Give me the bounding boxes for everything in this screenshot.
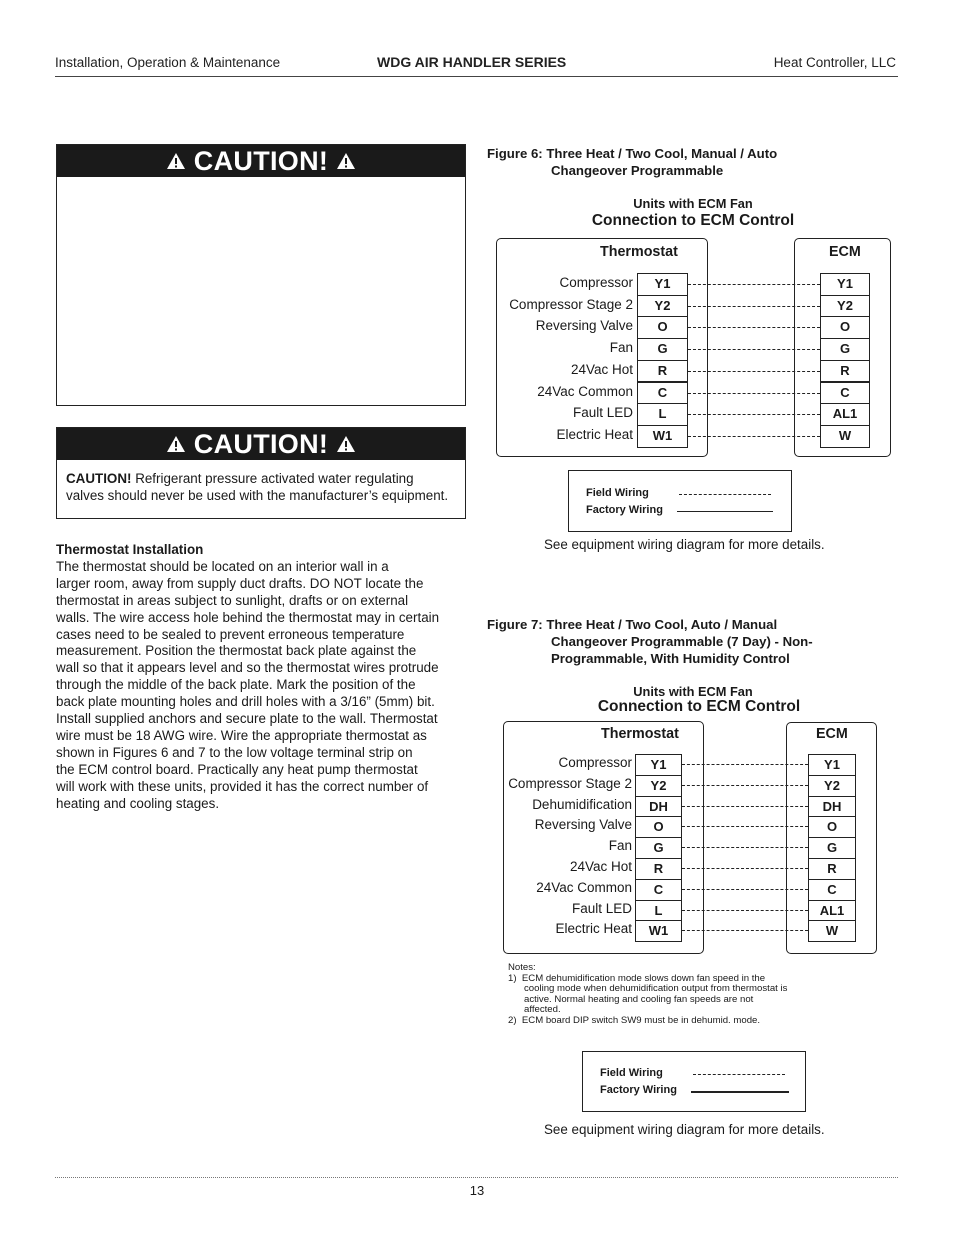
- ecm-terminal: W: [808, 920, 856, 942]
- figure6-subtitle-connection: Connection to ECM Control: [591, 212, 795, 229]
- figure7-subtitle-connection: Connection to ECM Control: [597, 698, 801, 715]
- paragraph-line: cases need to be sealed to prevent erroneous temperature: [56, 626, 405, 642]
- warning-triangle-icon: [336, 435, 356, 453]
- ecm-terminal: Y2: [808, 775, 856, 797]
- legend-factory-wiring-label: Factory Wiring: [586, 504, 663, 516]
- terminal-function-label: Fan: [608, 838, 632, 854]
- thermostat-terminal: Y1: [635, 754, 682, 776]
- caution-banner: [57, 145, 465, 177]
- thermostat-terminal: Y1: [637, 273, 688, 296]
- ecm-terminal: G: [820, 338, 870, 361]
- thermostat-installation-section: [56, 542, 476, 813]
- field-wire: [688, 414, 820, 415]
- legend-field-wiring-label: Field Wiring: [600, 1067, 663, 1079]
- warning-triangle-icon: [336, 152, 356, 170]
- note-line: cooling mode when dehumidification output from thermostat is: [508, 983, 788, 995]
- ecm-terminal: R: [820, 360, 870, 383]
- field-wire: [688, 327, 820, 328]
- legend-field-wiring-line: [693, 1074, 785, 1075]
- caution-message: [57, 460, 465, 504]
- ecm-terminal: O: [808, 816, 856, 838]
- paragraph-line: heating and cooling stages.: [56, 795, 220, 811]
- warning-triangle-icon: [166, 152, 186, 170]
- paragraph-line: walls. The wire access hole behind the thermostat may in certain: [56, 609, 440, 625]
- paragraph-line: The thermostat should be located on an interior wall in a: [56, 558, 389, 574]
- terminal-function-label: Electric Heat: [555, 921, 632, 937]
- figure6-ecm-title: ECM: [829, 244, 861, 260]
- caution-text-line: valves should never be used with the manufacturer’s equipment.: [66, 488, 449, 503]
- caution-box-top: [56, 144, 466, 406]
- figure6-thermostat-title: Thermostat: [600, 244, 678, 260]
- figure7-title-line3: Programmable, With Humidity Control: [551, 651, 790, 666]
- figure7-notes: [508, 963, 787, 1027]
- figure6-see-note: See equipment wiring diagram for more details.: [544, 537, 825, 552]
- header-company: Heat Controller, LLC: [773, 55, 896, 70]
- thermostat-terminal: R: [637, 360, 688, 383]
- field-wire: [688, 284, 820, 285]
- header-rule: [55, 76, 898, 77]
- field-wire: [682, 764, 808, 765]
- figure7-legend: [582, 1051, 806, 1112]
- legend-factory-wiring-label: Factory Wiring: [600, 1084, 677, 1096]
- caution-banner: [57, 428, 465, 460]
- terminal-function-label: Fault LED: [571, 900, 632, 916]
- legend-factory-wiring-line: [677, 511, 773, 512]
- ecm-terminal: AL1: [808, 900, 856, 922]
- paragraph-line: wire must be 18 AWG wire. Wire the appropriate thermostat as: [56, 727, 427, 743]
- thermostat-terminal: L: [637, 403, 688, 426]
- figure7-subtitle-units: Units with ECM Fan: [633, 684, 753, 699]
- field-wire: [682, 806, 808, 807]
- ecm-terminal: O: [820, 316, 870, 339]
- caution-lead: CAUTION!: [66, 471, 132, 486]
- note-line: Notes:: [508, 962, 536, 973]
- caution-title: CAUTION!: [193, 428, 329, 459]
- ecm-terminal: Y1: [808, 754, 856, 776]
- warning-triangle-icon: [166, 435, 186, 453]
- paragraph-line: back plate mounting holes and drill holes with a 3/16” (5mm) bit.: [56, 694, 435, 710]
- ecm-terminal: G: [808, 837, 856, 859]
- note-line: affected.: [508, 1004, 561, 1016]
- terminal-function-label: Fault LED: [572, 405, 633, 421]
- field-wire: [682, 785, 808, 786]
- figure7-title-line1: Figure 7: Three Heat / Two Cool, Auto / Manual: [487, 617, 778, 632]
- figure6-subtitle-units: Units with ECM Fan: [633, 196, 753, 211]
- paragraph-line: wall so that it appears level and so the thermostat wires protrude: [56, 660, 439, 676]
- legend-field-wiring-label: Field Wiring: [586, 487, 649, 499]
- figure7-title-line2: Changeover Programmable (7 Day) - Non-: [551, 634, 813, 649]
- thermostat-terminal: L: [635, 900, 682, 922]
- terminal-function-label: Compressor: [559, 275, 633, 290]
- ecm-terminal: Y1: [820, 273, 870, 296]
- thermostat-terminal: W1: [635, 920, 682, 942]
- paragraph-line: the ECM control board. Practically any heat pump thermostat: [56, 761, 418, 777]
- header-series-title: WDG AIR HANDLER SERIES: [377, 54, 567, 70]
- ecm-terminal: Y2: [820, 295, 870, 318]
- field-wire: [682, 868, 808, 869]
- field-wire: [688, 349, 820, 350]
- thermostat-terminal: W1: [637, 425, 688, 448]
- terminal-function-label: 24Vac Common: [537, 383, 633, 399]
- caution-title: CAUTION!: [193, 145, 329, 176]
- ecm-terminal: R: [808, 858, 856, 880]
- thermostat-terminal: R: [635, 858, 682, 880]
- ecm-terminal: C: [808, 879, 856, 901]
- paragraph-line: larger room, away from supply duct drafts. DO NOT locate the: [56, 575, 424, 591]
- thermostat-terminal: O: [635, 816, 682, 838]
- field-wire: [682, 910, 808, 911]
- thermostat-terminal: O: [637, 316, 688, 339]
- figure6-title-line2: Changeover Programmable: [551, 163, 724, 178]
- ecm-terminal: C: [820, 382, 870, 405]
- terminal-function-label: Reversing Valve: [535, 318, 633, 334]
- note-line: active. Normal heating and cooling fan speeds are not: [508, 993, 754, 1005]
- section-paragraph: [56, 559, 476, 813]
- figure7-see-note: See equipment wiring diagram for more details.: [544, 1122, 825, 1137]
- header-left-text: Installation, Operation & Maintenance: [55, 55, 281, 70]
- terminal-function-label: Compressor Stage 2: [508, 775, 632, 791]
- paragraph-line: shown in Figures 6 and 7 to the low voltage terminal strip on: [56, 744, 413, 760]
- paragraph-line: measurement. Position the thermostat back plate against the: [56, 643, 417, 659]
- legend-field-wiring-line: [679, 494, 771, 495]
- thermostat-terminal: Y2: [635, 775, 682, 797]
- ecm-terminal: AL1: [820, 403, 870, 426]
- thermostat-terminal: C: [637, 382, 688, 405]
- paragraph-line: will work with these units, provided it has the correct number of: [56, 778, 429, 794]
- terminal-function-label: Compressor: [558, 755, 632, 770]
- thermostat-terminal: Y2: [637, 295, 688, 318]
- ecm-terminal: W: [820, 425, 870, 448]
- section-heading: Thermostat Installation: [56, 542, 204, 557]
- field-wire: [688, 393, 820, 394]
- figure7-ecm-title: ECM: [816, 726, 848, 742]
- paragraph-line: through the middle of the back plate. Mark the position of the: [56, 677, 416, 693]
- terminal-function-label: Reversing Valve: [534, 817, 632, 833]
- figure6-title-line1: Figure 6: Three Heat / Two Cool, Manual / Auto: [487, 146, 778, 161]
- field-wire: [688, 436, 820, 437]
- terminal-function-label: Electric Heat: [556, 426, 633, 442]
- thermostat-terminal: G: [637, 338, 688, 361]
- paragraph-line: thermostat in areas subject to sunlight, drafts or on external: [56, 592, 409, 608]
- note-line: 1) ECM dehumidification mode slows down fan speed in the: [508, 972, 766, 984]
- figure6-legend: [568, 470, 792, 532]
- note-line: 2) ECM board DIP switch SW9 must be in dehumid. mode.: [508, 1014, 761, 1026]
- thermostat-terminal: DH: [635, 796, 682, 818]
- terminal-function-label: Compressor Stage 2: [509, 296, 633, 312]
- caution-text-line: Refrigerant pressure activated water regulating: [131, 471, 414, 486]
- page-number: 13: [469, 1183, 485, 1198]
- terminal-function-label: Dehumidification: [532, 796, 632, 812]
- field-wire: [682, 889, 808, 890]
- thermostat-terminal: G: [635, 837, 682, 859]
- terminal-function-label: 24Vac Hot: [570, 361, 633, 377]
- thermostat-terminal: C: [635, 879, 682, 901]
- field-wire: [682, 826, 808, 827]
- field-wire: [688, 306, 820, 307]
- terminal-function-label: 24Vac Hot: [569, 859, 632, 874]
- ecm-terminal: DH: [808, 796, 856, 818]
- terminal-function-label: 24Vac Common: [536, 879, 632, 895]
- paragraph-line: Install supplied anchors and secure plate to the wall. Thermostat: [56, 711, 438, 727]
- field-wire: [682, 847, 808, 848]
- terminal-function-label: Fan: [609, 340, 633, 356]
- figure7-thermostat-title: Thermostat: [601, 726, 679, 742]
- caution-box-refrigerant: [56, 427, 466, 519]
- field-wire: [682, 930, 808, 931]
- field-wire: [688, 371, 820, 372]
- footer-rule: [55, 1177, 898, 1178]
- legend-factory-wiring-line: [691, 1091, 789, 1093]
